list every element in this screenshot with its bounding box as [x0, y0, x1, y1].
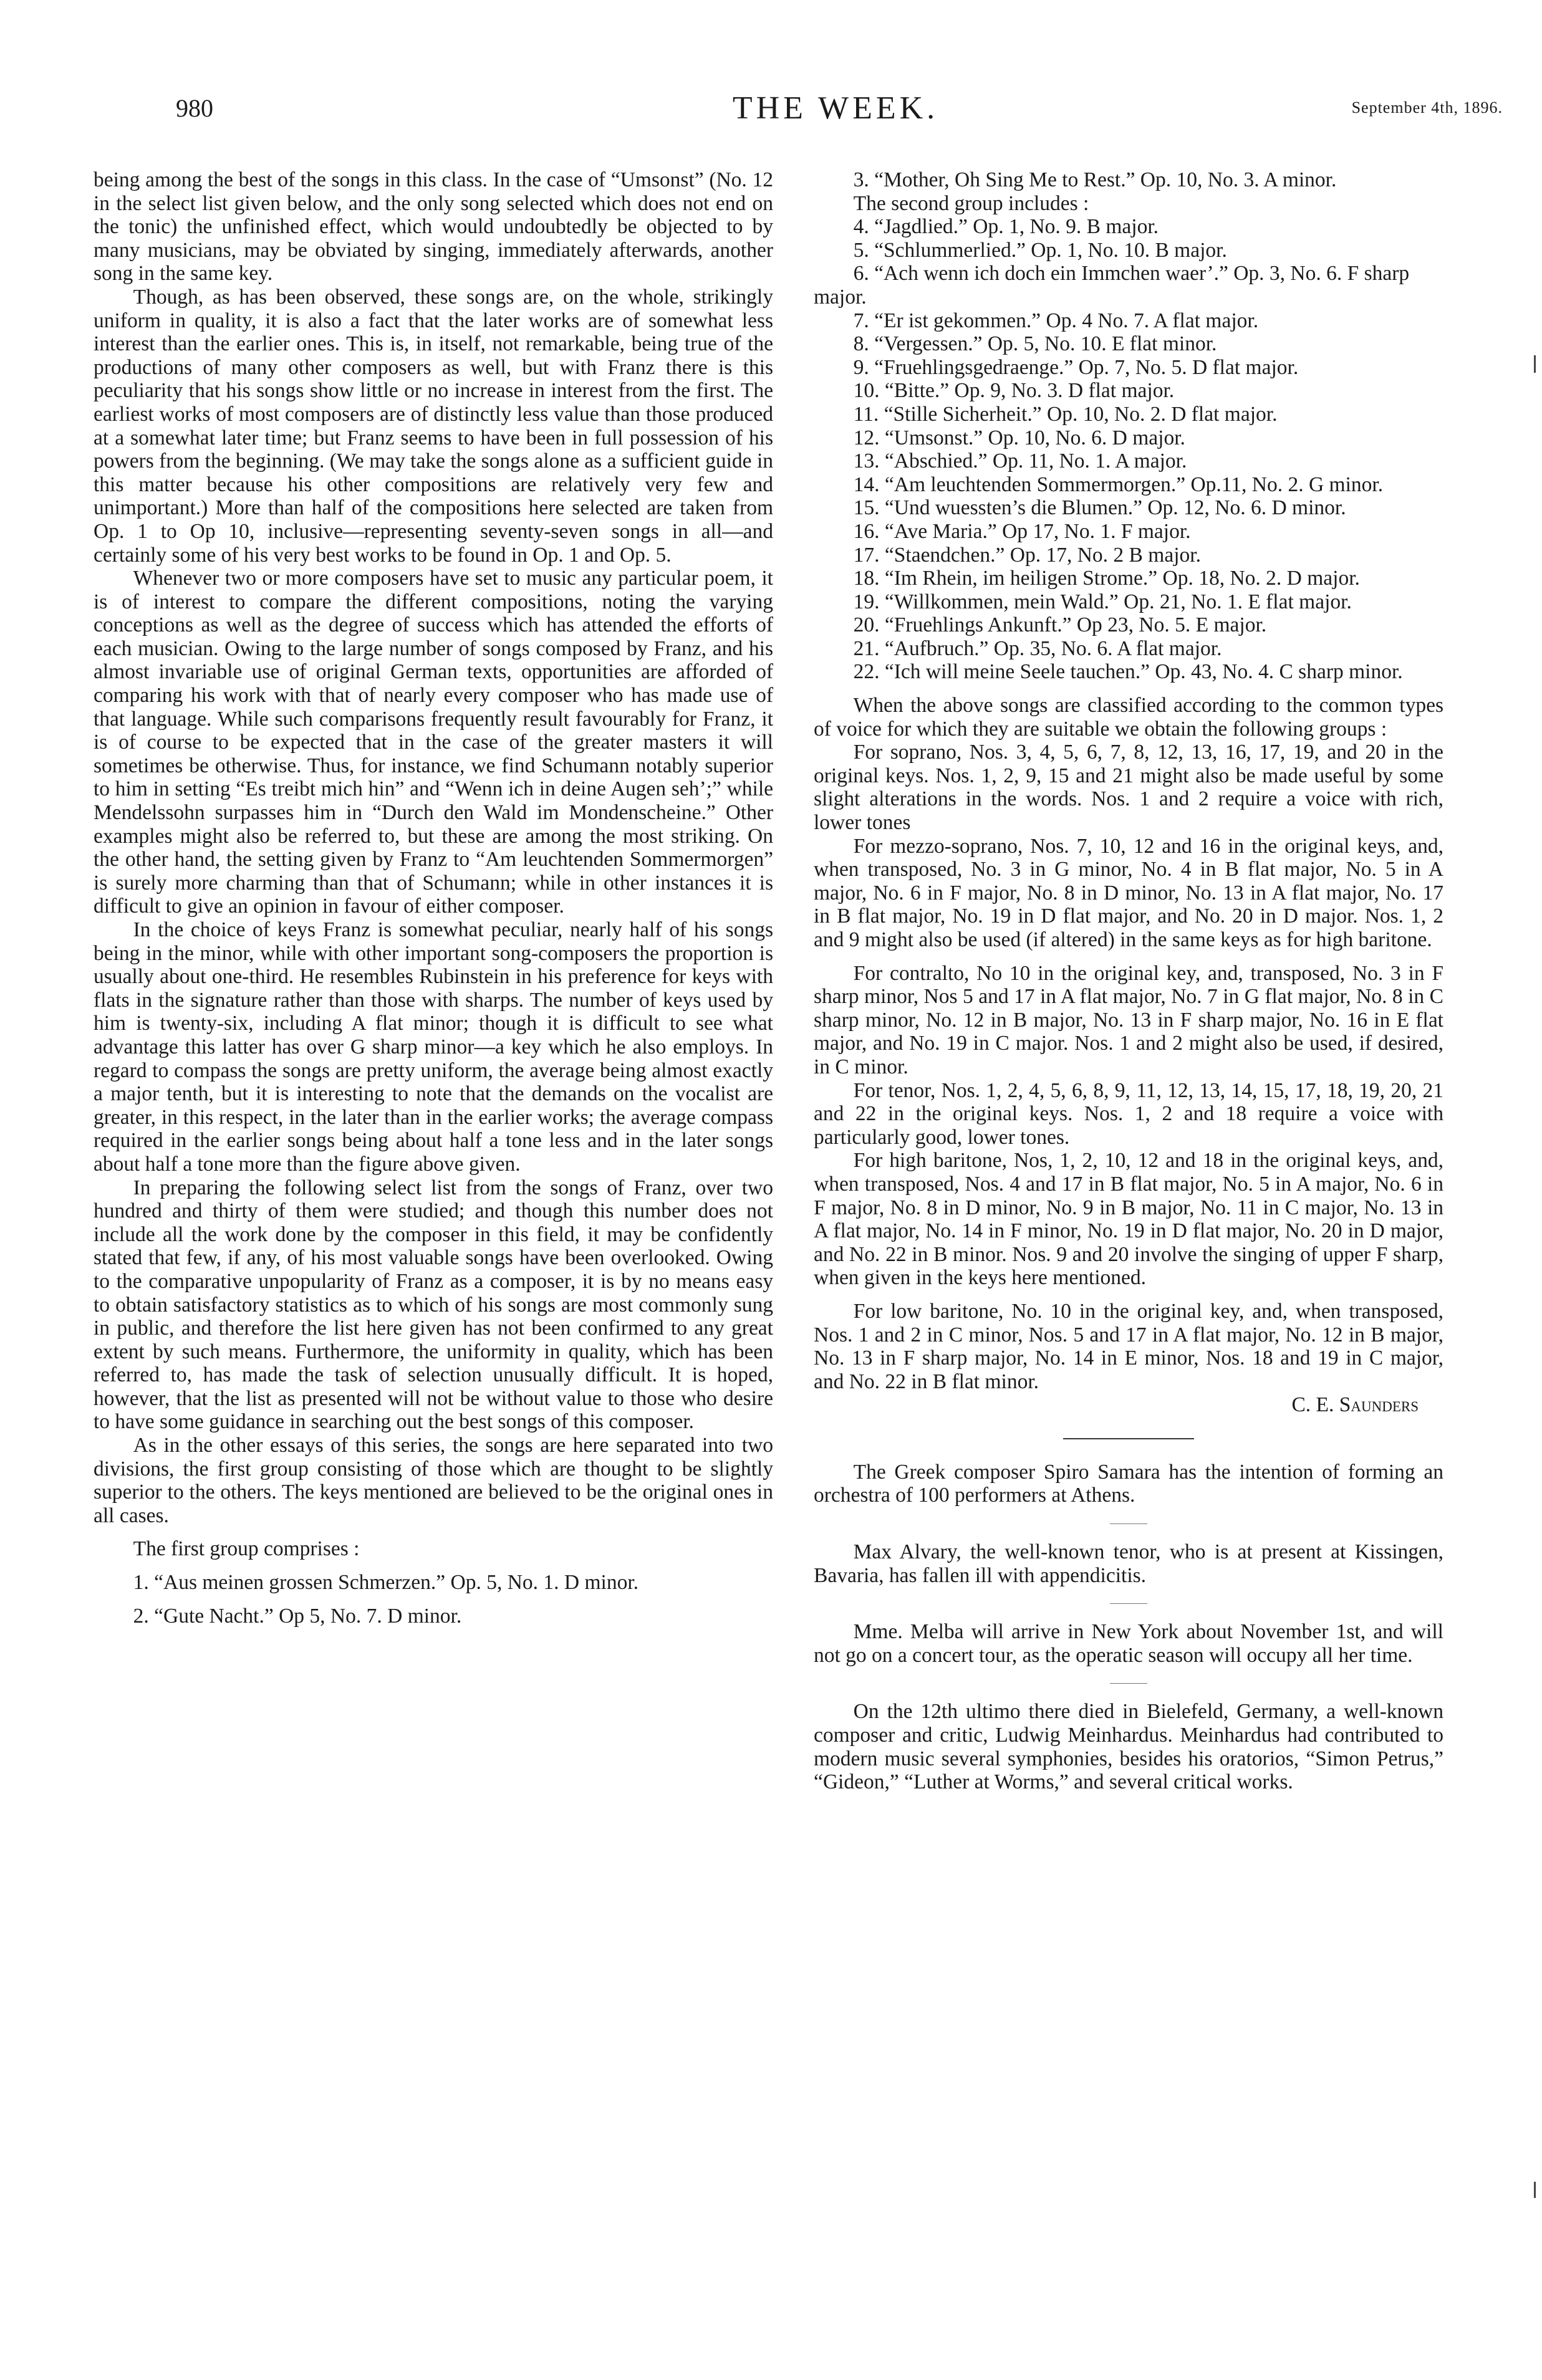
news-item: The Greek composer Spiro Samara has the intention of forming an orchestra of 100 performers at Athens. — [814, 1460, 1443, 1507]
paragraph: In preparing the following select list from the songs of Franz, over two hundred and thirty of them were studied; and though this number does not include all the work done by the composer in this field, it may be confidently stated that few, if any, of his most valuable songs have been overlooked. Owing to the comparative unpopularity of Franz as a composer, it is by no means easy to obtain satisfactory statistics as to which of his songs are most commonly sung in public, and therefore the list here given has not been confirmed to any great extent by such means. Furthermore, the uniformity in quality, which has been referred to, has made the task of selection unusually difficult. It is hoped, however, that the list as presented will not be without value to those who desire to have some guidance in searching out the best songs of this composer. — [94, 1176, 773, 1434]
voice-high-baritone: For high baritone, Nos, 1, 2, 10, 12 and 18 in the original keys, and, when transposed, Nos. 4 and 17 in B flat major, No. 5 in A major, No. 6 in F major, No. 8 in D minor, No. 9 in B major, No. 11 in C major, No. 13 in A flat major, No. 14 in F minor, No. 19 in D flat major, No. 20 in D major, and No. 22 in B minor. Nos. 9 and 20 involve the singing of upper F sharp, when given in the keys here mentioned. — [814, 1149, 1443, 1290]
list-item: 14. “Am leuchtenden Sommermorgen.” Op.11, No. 2. G minor. — [853, 473, 1384, 496]
news-item: On the 12th ultimo there died in Bielefeld, Germany, a well-known composer and critic, Ludwig Meinhardus. Meinhardus had contributed to modern music several symphonies, besides his oratorios, “Simon Petrus,” “Gideon,” “Luther at Worms,” and several critical works. — [814, 1700, 1443, 1794]
paragraph: As in the other essays of this series, the songs are here separated into two divisions, the first group consisting of those which are thought to be slightly superior to the others. The keys mentioned are believed to be the original ones in all cases. — [94, 1434, 773, 1527]
list-item: 21. “Aufbruch.” Op. 35, No. 6. A flat major. — [853, 636, 1222, 660]
paragraph: In the choice of keys Franz is somewhat peculiar, nearly half of his songs being in the minor, while with other important song-composers the proportion is usually about one-third. He resembles Rubinstein in his preference for keys with flats in the signature rather than those with sharps. The number of keys used by him is twenty-six, including A flat minor; though it is difficult to see what advantage this latter has over G sharp minor—a key which he also employs. In regard to compass the songs are pretty uniform, the average being almost exactly a major tenth, but it is interesting to note that the demands on the vocalist are greater, in this respect, in the later than in the earlier works; the average compass required in the earlier songs being about half a tone less and in the later songs about half a tone more than the figure above given. — [94, 918, 773, 1176]
second-group-intro: The second group includes : — [853, 191, 1089, 215]
voice-soprano: For soprano, Nos. 3, 4, 5, 6, 7, 8, 12, 13, 16, 17, 19, and 20 in the original keys. Nos. 1, 2, 9, 15 and 21 might also be made useful by some slight alterations in the words. Nos. 1 and 2 require a voice with rich, lower tones — [814, 741, 1443, 835]
section-divider — [1063, 1438, 1194, 1439]
left-column — [94, 168, 773, 1628]
issue-date: September 4th, 1896. — [1351, 98, 1503, 117]
song-list-second-group — [814, 215, 1443, 684]
voice-contralto: For contralto, No 10 in the original key, and, transposed, No. 3 in F sharp minor, Nos 5 and 17 in A flat major, No. 7 in G flat major, No. 8 in C sharp minor, No. 12 in B major, No. 13 in F sharp major, No. 16 in E flat major, and No. 19 in C major. Nos. 1 and 2 might also be used, if desired, in C minor. — [814, 961, 1443, 1078]
list-item: 18. “Im Rhein, im heiligen Strome.” Op. 18, No. 2. D major. — [853, 567, 1360, 590]
voice-tenor: For tenor, Nos. 1, 2, 4, 5, 6, 8, 9, 11, 12, 13, 14, 15, 17, 18, 19, 20, 21 and 22 in the original keys. Nos. 1, 2 and 18 require a voice with particularly good, lower tones. — [814, 1078, 1443, 1149]
list-item: 15. “Und wuessten’s die Blumen.” Op. 12, No. 6. D minor. — [853, 496, 1346, 520]
list-item: 19. “Willkommen, mein Wald.” Op. 21, No. 1. E flat major. — [853, 590, 1352, 613]
list-item: 4. “Jagdlied.” Op. 1, No. 9. B major. — [853, 215, 1159, 239]
page-header — [168, 90, 1503, 137]
list-item: 8. “Vergessen.” Op. 5, No. 10. E flat minor. — [853, 332, 1217, 356]
voice-low-baritone: For low baritone, No. 10 in the original key, and, when transposed, Nos. 1 and 2 in C minor, Nos. 5 and 17 in A flat major, No. 12 in B major, No. 13 in F sharp major, No. 14 in E minor, Nos. 18 and 19 in C major, and No. 22 in B flat minor. — [814, 1299, 1443, 1393]
classification-intro: When the above songs are classified according to the common types of voice for which they are suitable we obtain the following groups : — [814, 694, 1443, 741]
list-item: 20. “Fruehlings Ankunft.” Op 23, No. 5. E major. — [853, 613, 1267, 637]
list-item: 11. “Stille Sicherheit.” Op. 10, No. 2. D flat major. — [853, 402, 1278, 426]
list-item: 6. “Ach wenn ich doch ein Immchen waer’.” Op. 3, No. 6. F sharp major. — [814, 262, 1410, 309]
list-item: 13. “Abschied.” Op. 11, No. 1. A major. — [853, 449, 1187, 473]
list-item: 5. “Schlummerlied.” Op. 1, No. 10. B major. — [853, 238, 1227, 262]
author-signature: C. E. Saunders — [1291, 1393, 1419, 1417]
list-item: 17. “Staendchen.” Op. 17, No. 2 B major. — [853, 543, 1201, 567]
song-list-first-group — [94, 1571, 773, 1628]
list-item: 22. “Ich will meine Seele tauchen.” Op. 43, No. 4. C sharp minor. — [853, 660, 1403, 684]
news-item: Mme. Melba will arrive in New York about November 1st, and will not go on a concert tour, as the operatic season will occupy all her time. — [814, 1620, 1443, 1667]
margin-mark — [1534, 2182, 1536, 2198]
item-divider — [1110, 1683, 1147, 1684]
item-divider — [1110, 1603, 1147, 1604]
paragraph: Though, as has been observed, these songs are, on the whole, strikingly uniform in quality, it is also a fact that the later works are of somewhat less interest than the earlier ones. This is, in itself, not remarkable, being true of the productions of many other composers as well, but with Franz there is this peculiarity that his songs show little or no increase in interest from the first. The earliest works of most composers are of distinctly less value than those produced at a somewhat later time; but Franz seems to have been in full possession of his powers from the beginning. (We may take the songs alone as a sufficient guide in this matter because his other compositions are relatively very few and unimportant.) More than half of the compositions here selected are taken from Op. 1 to Op 10, inclusive—representing seventy-seven songs in all—and certainly some of his very best works to be found in Op. 1 and Op. 5. — [94, 285, 773, 567]
item-divider — [1110, 1523, 1147, 1524]
journal-title: THE WEEK. — [732, 90, 939, 126]
paragraph: Whenever two or more composers have set to music any particular poem, it is of interest to compare the different compositions, noting the varying conceptions as well as the degree of success which has attended the efforts of each musician. Owing to the large number of songs composed by Franz, and his almost invariable use of original German texts, opportunities are afforded of comparing his work with that of nearly every composer who has made use of that language. While such comparisons frequently result favourably for Franz, it is of course to be expected that in the case of the greater masters it will sometimes be otherwise. Thus, for instance, we find Schumann notably superior to him in setting “Es treibt mich hin” and “Wenn ich in deine Augen seh’;” while Mendelssohn surpasses him in “Durch den Wald im Mondenscheine.” Other examples might also be referred to, but these are among the most striking. On the other hand, the setting given by Franz to “Am leuchtenden Sommermorgen” is surely more charming than that of Schumann; while in other instances it is difficult to give an opinion in favour of either composer. — [94, 567, 773, 918]
list-item: 7. “Er ist gekommen.” Op. 4 No. 7. A flat major. — [853, 309, 1259, 332]
list-item: 1. “Aus meinen grossen Schmerzen.” Op. 5, No. 1. D minor. — [133, 1571, 639, 1595]
first-group-intro: The first group comprises : — [133, 1537, 360, 1561]
list-item: 10. “Bitte.” Op. 9, No. 3. D flat major. — [853, 379, 1175, 403]
paragraph: being among the best of the songs in this class. In the case of “Umsonst” (No. 12 in the select list given below, and the only song selected which does not end on the tonic) the unfinished effect, which would undoubtedly be objected to by many musicians, may be obviated by singing, immediately afterwards, another song in the same key. — [94, 168, 773, 286]
list-item: 9. “Fruehlingsgedraenge.” Op. 7, No. 5. D flat major. — [853, 355, 1299, 379]
list-item: 3. “Mother, Oh Sing Me to Rest.” Op. 10, No. 3. A minor. — [853, 168, 1337, 191]
list-item: 12. “Umsonst.” Op. 10, No. 6. D major. — [853, 426, 1185, 449]
margin-mark — [1534, 355, 1536, 373]
right-column — [814, 168, 1443, 1794]
news-item: Max Alvary, the well-known tenor, who is at present at Kissingen, Bavaria, has fallen ill with appendicitis. — [814, 1540, 1443, 1587]
song-list-continued — [814, 168, 1443, 192]
voice-mezzo-soprano: For mezzo-soprano, Nos. 7, 10, 12 and 16 in the original keys, and, when transposed, No. 3 in G minor, No. 4 in B flat major, No. 5 in A major, No. 6 in F major, No. 8 in D minor, No. 13 in A flat major, No. 17 in B flat major, No. 19 in D flat major, and No. 20 in D major. Nos. 1, 2 and 9 might also be used (if altered) in the same keys as for high baritone. — [814, 834, 1443, 951]
page-number: 980 — [176, 94, 213, 122]
list-item: 16. “Ave Maria.” Op 17, No. 1. F major. — [853, 519, 1191, 543]
list-item: 2. “Gute Nacht.” Op 5, No. 7. D minor. — [133, 1604, 462, 1628]
